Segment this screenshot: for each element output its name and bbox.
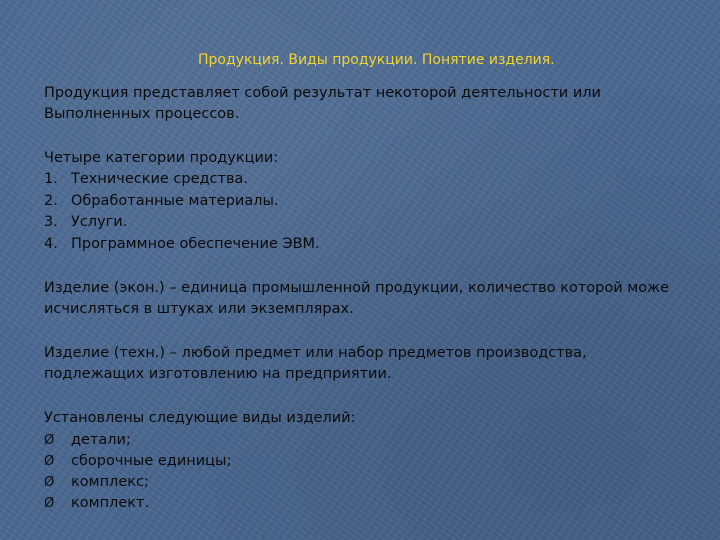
type-item <box>44 472 149 493</box>
intro-line-1: Продукция представляет собой результат некоторой деятельности или <box>44 85 601 101</box>
type-text: сборочные единицы; <box>71 453 232 469</box>
arrow-bullet-icon: Ø <box>44 475 55 490</box>
arrow-bullet-icon: Ø <box>44 433 55 448</box>
category-number: 1. <box>44 171 58 187</box>
types-heading: Установлены следующие виды изделий: <box>44 410 356 426</box>
econ-definition-line-1: Изделие (экон.) – единица промышленной продукции, количество которой може <box>44 280 670 296</box>
category-text: Программное обеспечение ЭВМ. <box>71 236 320 252</box>
type-item <box>44 451 231 472</box>
category-item <box>44 169 248 190</box>
category-item <box>44 191 279 212</box>
intro-line-2: Выполненных процессов. <box>44 106 240 122</box>
tech-definition-line-2: подлежащих изготовлению на предприятии. <box>44 366 392 382</box>
categories-heading: Четыре категории продукции: <box>44 150 279 166</box>
category-number: 2. <box>44 193 58 209</box>
category-item <box>44 212 127 233</box>
category-text: Обработанные материалы. <box>71 193 279 209</box>
category-number: 3. <box>44 214 58 230</box>
category-item <box>44 234 320 255</box>
type-item <box>44 430 131 451</box>
arrow-bullet-icon: Ø <box>44 454 55 469</box>
slide-title: Продукция. Виды продукции. Понятие изделия. <box>198 52 555 68</box>
type-text: комплекс; <box>71 474 149 490</box>
category-text: Технические средства. <box>71 171 249 187</box>
econ-definition-line-2: исчисляться в штуках или экземплярах. <box>44 301 354 317</box>
type-text: комплект. <box>71 495 150 511</box>
category-number: 4. <box>44 236 58 252</box>
category-text: Услуги. <box>71 214 128 230</box>
tech-definition-line-1: Изделие (техн.) – любой предмет или набор предметов производства, <box>44 345 587 361</box>
arrow-bullet-icon: Ø <box>44 496 55 511</box>
type-item <box>44 493 149 514</box>
type-text: детали; <box>71 432 131 448</box>
